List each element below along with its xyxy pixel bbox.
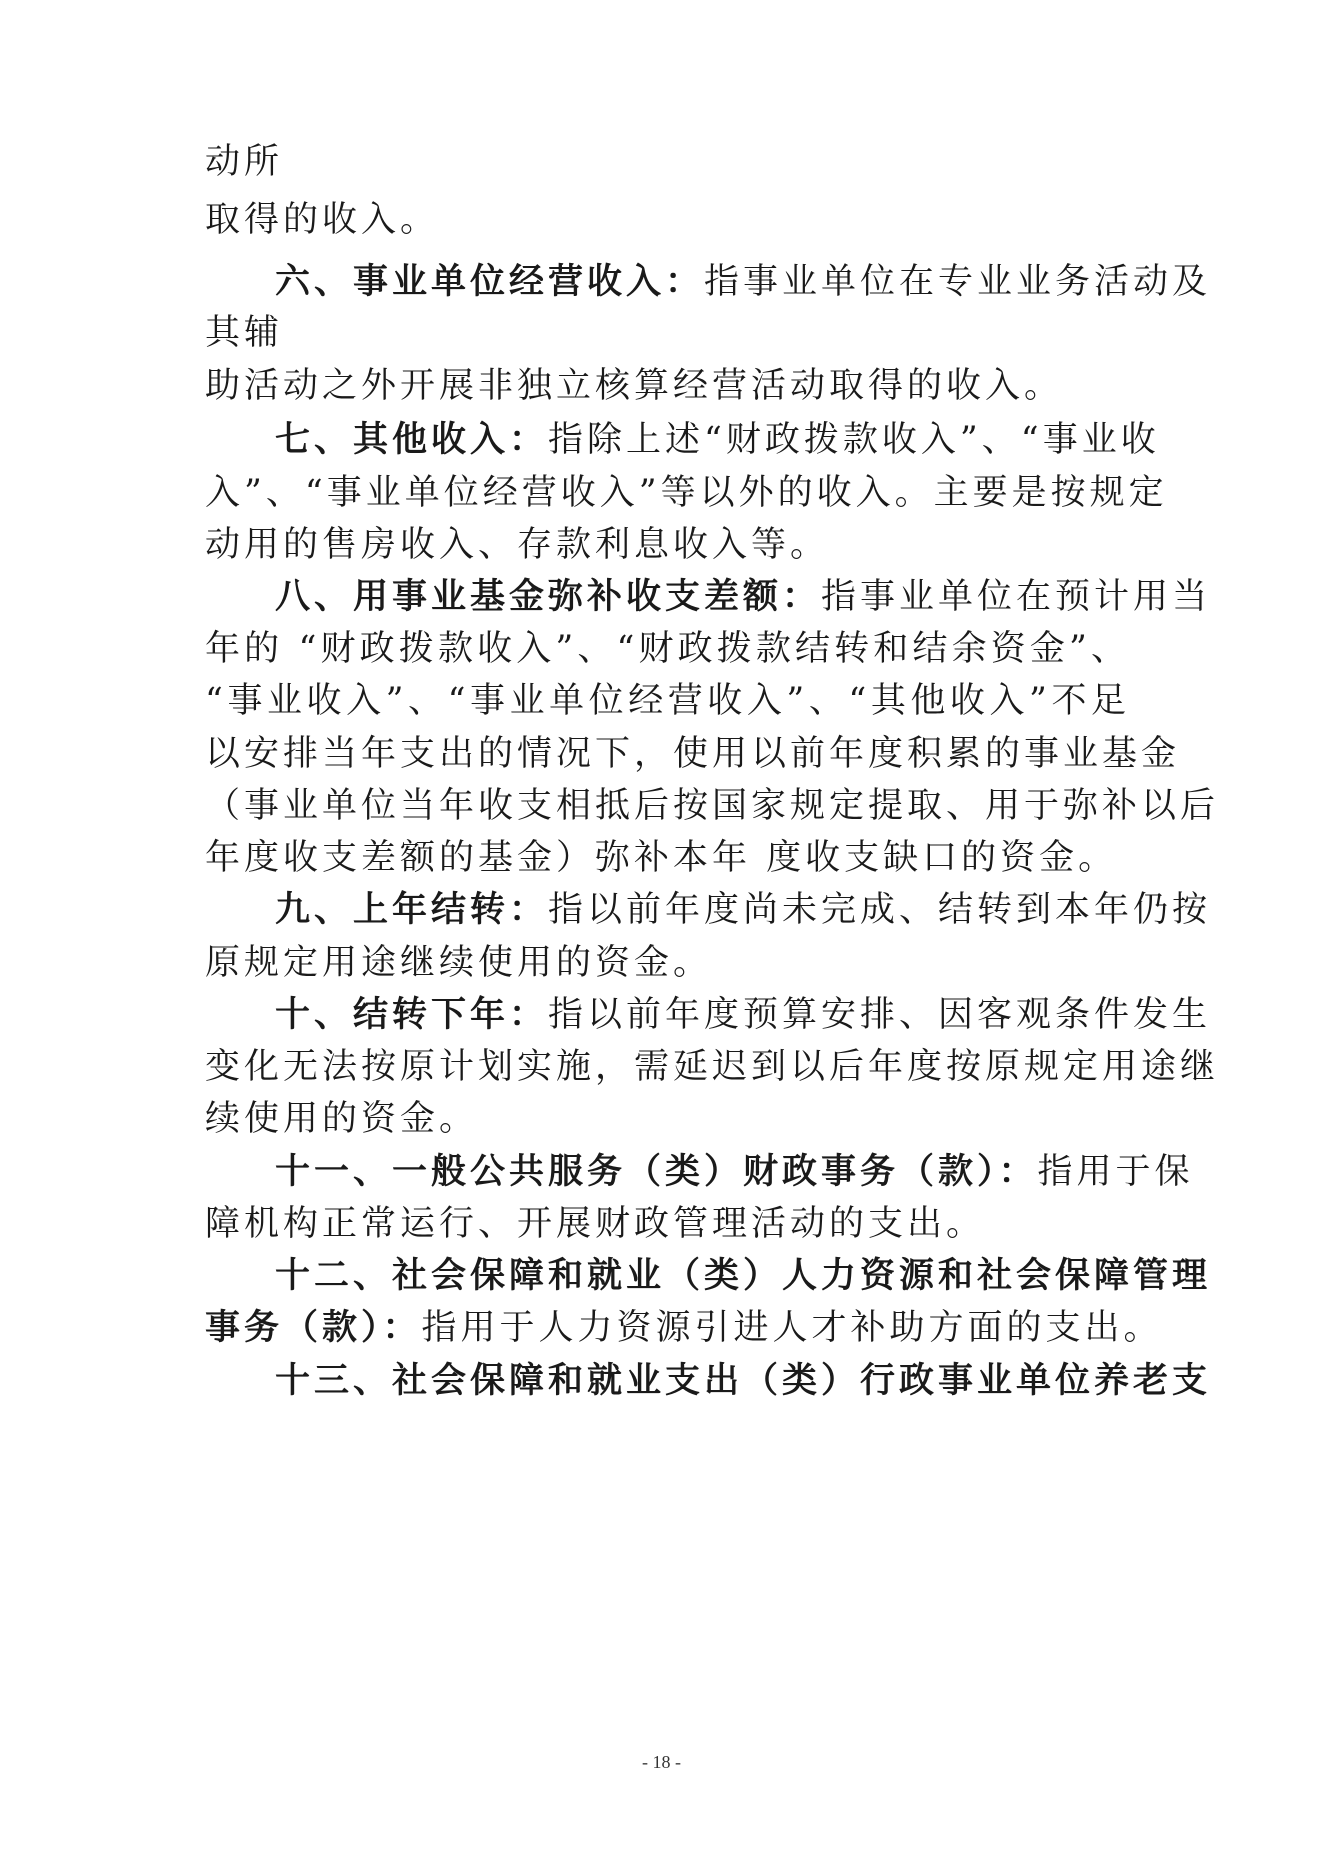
section-label: 十三、社会保障和就业支出（类）行政事业单位养老支 [275,1360,1212,1401]
line-text: 指以前年度预算安排、因客观条件发生 [548,995,1212,1035]
section-label: 事务（款）： [205,1307,422,1348]
page-number: - 18 - [642,1752,681,1772]
section-label: 八、用事业基金弥补收支差额： [275,576,822,617]
line-text: 指用于人力资源引进人才补助方面的支出。 [421,1308,1163,1348]
text-line [205,836,1130,880]
text-line [205,140,1130,184]
section-heading-line [275,1359,1212,1403]
section-heading-line [275,1150,1194,1194]
line-text: 助活动之外开展非独立核算经营活动取得的收入。 [205,366,1064,406]
line-text: 原规定用途继续使用的资金。 [205,943,713,983]
section-label: 九、上年结转： [275,889,549,930]
section-heading-line [275,993,1212,1037]
text-line [205,1097,1130,1141]
section-heading-line [275,260,1212,304]
text-line [205,679,1130,723]
line-text: 指事业单位在预计用当 [821,577,1212,617]
text-line [205,311,1130,355]
text-line [205,627,1130,671]
line-text: 指以前年度尚未完成、结转到本年仍按 [548,890,1212,930]
section-heading-line [275,1254,1212,1298]
section-label: 七、其他收入： [275,419,549,460]
text-line [205,784,1220,828]
line-text: 取得的收入。 [205,200,440,240]
line-text: 年度收支差额的基金）弥补本年 度收支缺口的资金。 [205,838,1118,878]
text-line [205,1202,1130,1246]
text-line [205,523,1130,567]
text-line [205,364,1130,408]
section-label: 十二、社会保障和就业（类）人力资源和社会保障管理 [275,1255,1212,1296]
line-text: 年的 “财政拨款收入”、“财政拨款结转和结余资金”、 [205,629,1130,669]
section-label: 十、结转下年： [275,994,549,1035]
line-text: 入”、“事业单位经营收入”等以外的收入。主要是按规定 [205,473,1168,513]
line-text: （事业单位当年收支相抵后按国家规定提取、用于弥补以后 [205,786,1220,826]
section-heading-line [275,418,1160,462]
text-line [205,1045,1220,1089]
line-text: 指用于保 [1037,1152,1194,1192]
line-text: 障机构正常运行、开展财政管理活动的支出。 [205,1204,986,1244]
text-line [205,941,1130,985]
line-text: 动所 [205,142,284,182]
line-text: “事业收入”、“事业单位经营收入”、“其他收入”不足 [205,681,1130,721]
line-text: 续使用的资金。 [205,1099,479,1139]
line-text: 指事业单位在专业业务活动及 [704,262,1212,302]
section-heading-line [275,888,1212,932]
line-text: 其辅 [205,313,284,353]
section-heading-line [275,575,1212,619]
line-text: 指除上述“财政拨款收入”、“事业收 [548,420,1160,460]
text-line [205,471,1168,515]
section-label: 十一、一般公共服务（类）财政事务（款）： [275,1151,1038,1192]
line-text: 动用的售房收入、存款利息收入等。 [205,525,830,565]
section-label: 六、事业单位经营收入： [275,261,705,302]
text-line [205,1306,1163,1350]
line-text: 以安排当年支出的情况下，使用以前年度积累的事业基金 [205,734,1181,774]
text-line [205,198,1130,242]
text-line [205,732,1181,776]
line-text: 变化无法按原计划实施，需延迟到以后年度按原规定用途继 [205,1047,1220,1087]
